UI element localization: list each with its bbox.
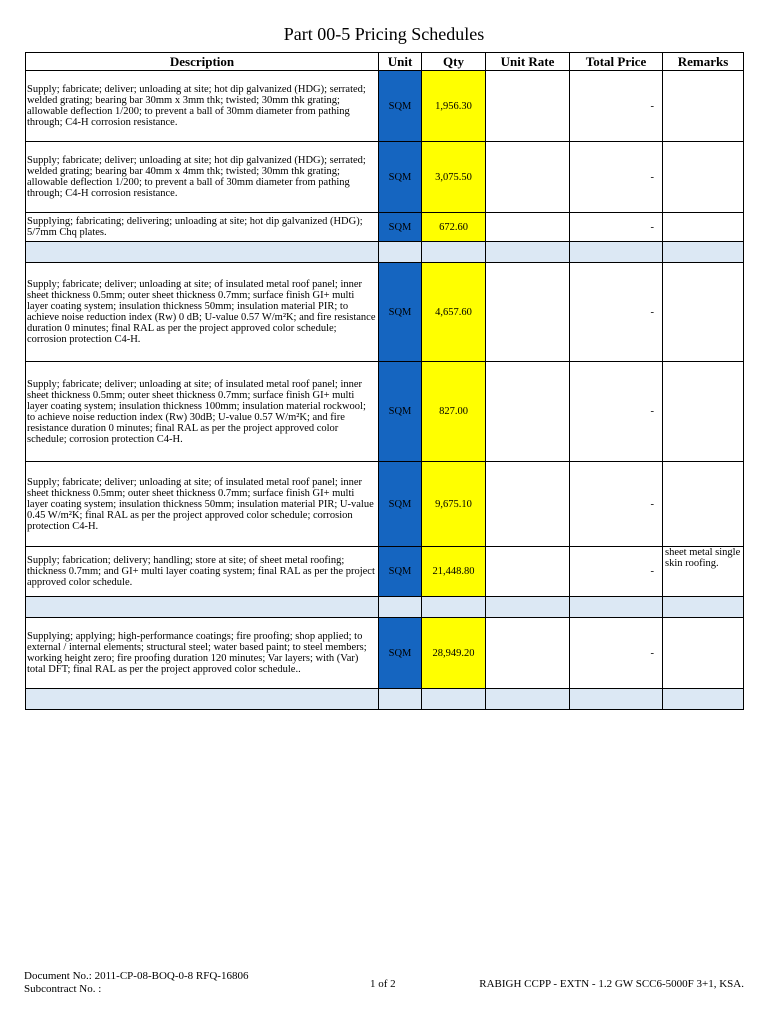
row-unit: SQM [379,142,422,213]
row-description: Supply; fabricate; deliver; unloading at site; hot dip galvanized (HDG); serrated; welded grating; bearing bar 40mm x 4mm thk; twisted; 30mm thk grating; allowable deflection 1/200; to prevent a ball of 30mm diameter from pathing through; C4-H corrosion resistance. [26,142,379,213]
header-unit: Unit [379,53,422,71]
row-unit-rate[interactable] [486,142,570,213]
separator-cell [379,689,422,710]
row-description: Supplying; applying; high-performance coatings; fire proofing; shop applied; to external / internal elements; structural steel; water based paint; to steel members; working height zero; fire proofing duration 120 minutes; Var layers; with (Var) total DFT; final RAL as per the project approved color schedule.. [26,618,379,689]
row-description: Supply; fabricate; deliver; unloading at site; of insulated metal roof panel; inner sheet thickness 0.5mm; outer sheet thickness 0.7mm; surface finish GI+ multi layer coating system; insulation thickness 100mm; insulation material rockwool; to achieve noise reduction index (Rw) 30dB; U-value 0.57 W/m²K; and fire resistance duration 0 minutes; final RAL as per the project approved color schedule; corrosion protection C4-H. [26,362,379,462]
row-unit: SQM [379,362,422,462]
header-remarks: Remarks [663,53,744,71]
separator-cell [570,597,663,618]
footer-document-info [24,970,248,996]
row-remarks [663,618,744,689]
row-remarks [663,462,744,547]
separator-cell [663,689,744,710]
header-total-price: Total Price [570,53,663,71]
table-row [26,263,744,362]
project-name: RABIGH CCPP - EXTN - 1.2 GW SCC6-5000F 3+1, KSA. [479,978,744,990]
row-qty: 21,448.80 [422,547,486,597]
separator-cell [486,597,570,618]
separator-cell [570,242,663,263]
row-description: Supply; fabrication; delivery; handling; store at site; of sheet metal roofing; thickness 0.7mm; and GI+ multi layer coating system; final RAL as per the project approved color schedule. [26,547,379,597]
row-unit-rate[interactable] [486,618,570,689]
page-number: 1 of 2 [370,978,396,990]
table-header-row [26,53,744,71]
row-unit: SQM [379,462,422,547]
row-unit-rate[interactable] [486,71,570,142]
separator-cell [663,597,744,618]
row-description: Supply; fabricate; deliver; unloading at site; of insulated metal roof panel; inner sheet thickness 0.5mm; outer sheet thickness 0.7mm; surface finish GI+ multi layer coating system; insulation thickness 50mm; insulation material PIR; U-value 0.45 W/m²K; final RAL as per the project approved color schedule; corrosion protection C4-H. [26,462,379,547]
row-total-price: - [570,213,663,242]
row-unit: SQM [379,618,422,689]
separator-cell [663,242,744,263]
header-unit-rate: Unit Rate [486,53,570,71]
row-description: Supply; fabricate; deliver; unloading at site; hot dip galvanized (HDG); serrated; welded grating; bearing bar 30mm x 3mm thk; twisted; 30mm thk grating; allowable deflection 1/200; to prevent a ball of 30mm diameter from pathing through; C4-H corrosion resistance. [26,71,379,142]
row-remarks [663,142,744,213]
table-row [26,618,744,689]
table-row [26,362,744,462]
row-remarks [663,71,744,142]
separator-cell [379,242,422,263]
subcontract-number: Subcontract No. : [24,983,102,995]
separator-cell [486,242,570,263]
row-description: Supply; fabricate; deliver; unloading at site; of insulated metal roof panel; inner sheet thickness 0.5mm; outer sheet thickness 0.7mm; surface finish GI+ multi layer coating system; insulation thickness 50mm; insulation material PIR; to achieve noise reduction index (Rw) 0 dB; U-value 0.57 W/m²K; and fire resistance duration 0 minutes; final RAL as per the project approved color schedule; corrosion protection C4-H. [26,263,379,362]
row-remarks [663,263,744,362]
row-unit-rate[interactable] [486,462,570,547]
row-qty: 3,075.50 [422,142,486,213]
separator-row [26,597,744,618]
pricing-schedule-table [25,52,744,710]
table-row [26,213,744,242]
separator-cell [422,242,486,263]
separator-cell [570,689,663,710]
document-number: Document No.: 2011-CP-08-BOQ-0-8 RFQ-16806 [24,970,249,982]
separator-cell [26,242,379,263]
row-description: Supplying; fabricating; delivering; unloading at site; hot dip galvanized (HDG); 5/7mm Chq plates. [26,213,379,242]
row-unit: SQM [379,547,422,597]
row-qty: 4,657.60 [422,263,486,362]
row-unit-rate[interactable] [486,263,570,362]
row-unit-rate[interactable] [486,213,570,242]
row-unit: SQM [379,71,422,142]
row-unit-rate[interactable] [486,362,570,462]
header-description: Description [26,53,379,71]
row-unit: SQM [379,213,422,242]
row-total-price: - [570,142,663,213]
row-qty: 9,675.10 [422,462,486,547]
row-qty: 1,956.30 [422,71,486,142]
page-title: Part 00-5 Pricing Schedules [283,24,485,44]
row-qty: 28,949.20 [422,618,486,689]
row-total-price: - [570,462,663,547]
row-unit: SQM [379,263,422,362]
row-qty: 672.60 [422,213,486,242]
row-total-price: - [570,547,663,597]
separator-cell [486,689,570,710]
row-remarks [663,213,744,242]
row-remarks: sheet metal single skin roofing. [663,547,744,597]
header-qty: Qty [422,53,486,71]
separator-cell [422,597,486,618]
table-row [26,462,744,547]
row-total-price: - [570,362,663,462]
table-row [26,547,744,597]
row-unit-rate[interactable] [486,547,570,597]
row-remarks [663,362,744,462]
table-row [26,142,744,213]
row-total-price: - [570,71,663,142]
separator-row [26,242,744,263]
separator-cell [26,597,379,618]
separator-cell [422,689,486,710]
separator-cell [26,689,379,710]
row-qty: 827.00 [422,362,486,462]
row-total-price: - [570,263,663,362]
separator-row [26,689,744,710]
row-total-price: - [570,618,663,689]
table-row [26,71,744,142]
separator-cell [379,597,422,618]
